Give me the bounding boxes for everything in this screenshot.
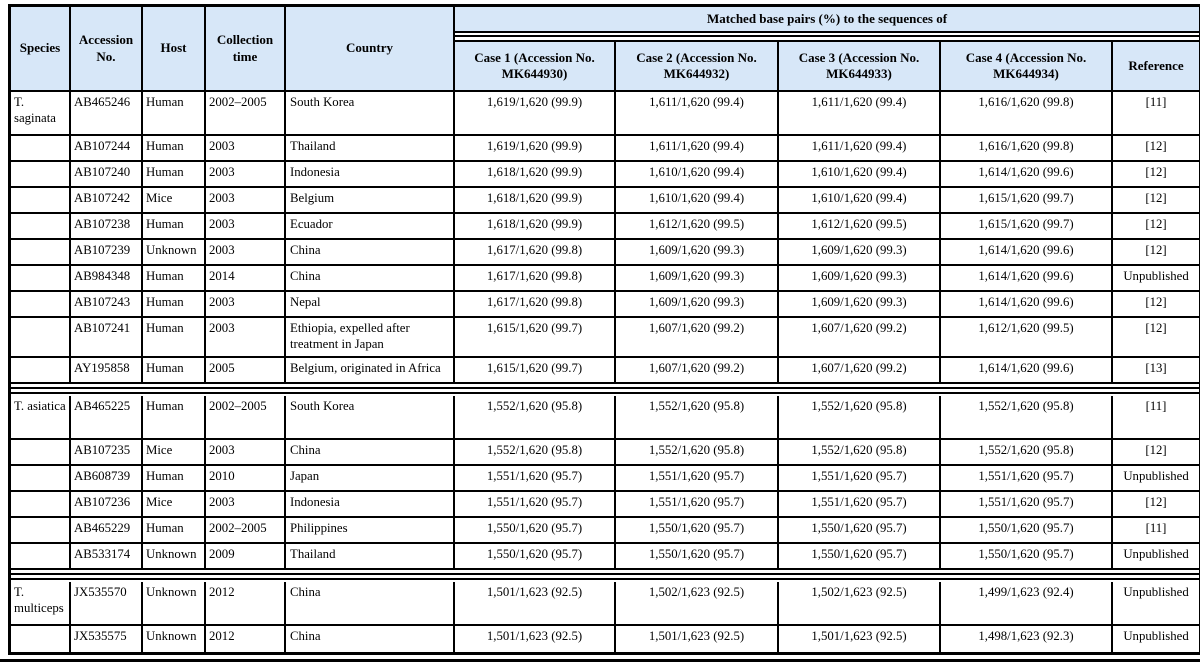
case-value-cell: 1,607/1,620 (99.2) (616, 358, 779, 384)
reference-cell: [12] (1113, 240, 1199, 266)
collection-time-cell: 2003 (206, 292, 286, 318)
reference-cell: [12] (1113, 136, 1199, 162)
host-cell: Human (143, 136, 206, 162)
accession-cell: JX535575 (71, 626, 143, 652)
table-row (11, 92, 1199, 136)
case-value-cell: 1,617/1,620 (99.8) (455, 240, 616, 266)
table-row (11, 358, 1199, 384)
case-value-cell: 1,551/1,620 (95.7) (941, 466, 1113, 492)
table-header (11, 7, 1199, 92)
case-value-cell: 1,552/1,620 (95.8) (779, 396, 941, 440)
case-value-cell: 1,610/1,620 (99.4) (779, 162, 941, 188)
accession-cell: AB465225 (71, 396, 143, 440)
case-value-cell: 1,614/1,620 (99.6) (941, 358, 1113, 384)
country-cell: Japan (286, 466, 455, 492)
table-row (11, 318, 1199, 358)
sequence-comparison-table (8, 4, 1200, 655)
case-value-cell: 1,501/1,623 (92.5) (616, 626, 779, 652)
reference-cell: [12] (1113, 292, 1199, 318)
case-value-cell: 1,618/1,620 (99.9) (455, 162, 616, 188)
reference-cell: Unpublished (1113, 266, 1199, 292)
case-value-cell: 1,616/1,620 (99.8) (941, 92, 1113, 136)
collection-time-cell: 2003 (206, 318, 286, 358)
case-value-cell: 1,607/1,620 (99.2) (779, 358, 941, 384)
collection-time-cell: 2009 (206, 544, 286, 570)
case-value-cell: 1,618/1,620 (99.9) (455, 188, 616, 214)
case-value-cell: 1,551/1,620 (95.7) (779, 492, 941, 518)
header-species: Species (11, 7, 71, 92)
double-rule-line (455, 35, 1199, 42)
case-value-cell: 1,551/1,620 (95.7) (616, 466, 779, 492)
collection-time-cell: 2002–2005 (206, 92, 286, 136)
double-rule-line (11, 387, 1199, 394)
case-value-cell: 1,552/1,620 (95.8) (455, 396, 616, 440)
group-double-rule (11, 384, 1199, 396)
host-cell: Mice (143, 188, 206, 214)
header-reference: Reference (1113, 42, 1199, 92)
case-value-cell: 1,551/1,620 (95.7) (455, 492, 616, 518)
case-value-cell: 1,612/1,620 (99.5) (616, 214, 779, 240)
case-value-cell: 1,609/1,620 (99.3) (616, 292, 779, 318)
header-collection-time: Collection time (206, 7, 286, 92)
country-cell: Indonesia (286, 492, 455, 518)
collection-time-cell: 2003 (206, 162, 286, 188)
case-value-cell: 1,614/1,620 (99.6) (941, 162, 1113, 188)
species-cell: T. saginata (11, 92, 71, 136)
case-value-cell: 1,607/1,620 (99.2) (779, 318, 941, 358)
case-value-cell: 1,550/1,620 (95.7) (779, 544, 941, 570)
case-value-cell: 1,619/1,620 (99.9) (455, 92, 616, 136)
header-country: Country (286, 7, 455, 92)
country-cell: China (286, 582, 455, 626)
case-value-cell: 1,502/1,623 (92.5) (779, 582, 941, 626)
country-cell: China (286, 240, 455, 266)
case-value-cell: 1,610/1,620 (99.4) (779, 188, 941, 214)
country-cell: China (286, 626, 455, 652)
case-value-cell: 1,550/1,620 (95.7) (455, 544, 616, 570)
case-value-cell: 1,615/1,620 (99.7) (941, 214, 1113, 240)
case-value-cell: 1,609/1,620 (99.3) (616, 240, 779, 266)
accession-cell: AB107236 (71, 492, 143, 518)
header-case-1: Case 1 (Accession No. MK644930) (455, 42, 616, 92)
table-row (11, 266, 1199, 292)
table-row (11, 162, 1199, 188)
host-cell: Human (143, 214, 206, 240)
table-row (11, 440, 1199, 466)
case-value-cell: 1,552/1,620 (95.8) (455, 440, 616, 466)
table-row (11, 240, 1199, 266)
header-host: Host (143, 7, 206, 92)
accession-cell: AB107243 (71, 292, 143, 318)
species-cell (11, 492, 71, 518)
case-value-cell: 1,501/1,623 (92.5) (455, 582, 616, 626)
species-cell (11, 544, 71, 570)
table-row (11, 188, 1199, 214)
host-cell: Human (143, 318, 206, 358)
reference-cell: [11] (1113, 92, 1199, 136)
case-value-cell: 1,552/1,620 (95.8) (941, 396, 1113, 440)
table-row (11, 466, 1199, 492)
case-value-cell: 1,611/1,620 (99.4) (616, 92, 779, 136)
group-separator (11, 384, 1199, 396)
species-cell (11, 518, 71, 544)
table-row (11, 214, 1199, 240)
reference-cell: [11] (1113, 518, 1199, 544)
case-value-cell: 1,551/1,620 (95.7) (455, 466, 616, 492)
header-case-2: Case 2 (Accession No. MK644932) (616, 42, 779, 92)
case-value-cell: 1,550/1,620 (95.7) (779, 518, 941, 544)
table-row (11, 292, 1199, 318)
host-cell: Unknown (143, 240, 206, 266)
case-value-cell: 1,618/1,620 (99.9) (455, 214, 616, 240)
case-value-cell: 1,610/1,620 (99.4) (616, 188, 779, 214)
case-value-cell: 1,551/1,620 (95.7) (616, 492, 779, 518)
group-double-rule (11, 570, 1199, 582)
collection-time-cell: 2005 (206, 358, 286, 384)
case-value-cell: 1,550/1,620 (95.7) (616, 544, 779, 570)
table-row (11, 396, 1199, 440)
case-value-cell: 1,609/1,620 (99.3) (616, 266, 779, 292)
table-row (11, 626, 1199, 652)
species-cell (11, 358, 71, 384)
host-cell: Unknown (143, 626, 206, 652)
case-value-cell: 1,615/1,620 (99.7) (455, 358, 616, 384)
case-value-cell: 1,614/1,620 (99.6) (941, 292, 1113, 318)
header-case-4: Case 4 (Accession No. MK644934) (941, 42, 1113, 92)
accession-cell: AB107242 (71, 188, 143, 214)
host-cell: Human (143, 162, 206, 188)
case-value-cell: 1,552/1,620 (95.8) (779, 440, 941, 466)
case-value-cell: 1,615/1,620 (99.7) (455, 318, 616, 358)
case-value-cell: 1,550/1,620 (95.7) (941, 544, 1113, 570)
case-value-cell: 1,614/1,620 (99.6) (941, 266, 1113, 292)
table-row (11, 492, 1199, 518)
case-value-cell: 1,550/1,620 (95.7) (616, 518, 779, 544)
table-row (11, 518, 1199, 544)
species-cell (11, 214, 71, 240)
reference-cell: [12] (1113, 188, 1199, 214)
case-value-cell: 1,612/1,620 (99.5) (941, 318, 1113, 358)
case-value-cell: 1,551/1,620 (95.7) (779, 466, 941, 492)
country-cell: Belgium, originated in Africa (286, 358, 455, 384)
reference-cell: [12] (1113, 440, 1199, 466)
host-cell: Human (143, 466, 206, 492)
case-value-cell: 1,609/1,620 (99.3) (779, 266, 941, 292)
species-cell (11, 440, 71, 466)
species-cell (11, 266, 71, 292)
double-rule-line (11, 573, 1199, 580)
case-value-cell: 1,611/1,620 (99.4) (779, 92, 941, 136)
collection-time-cell: 2003 (206, 240, 286, 266)
country-cell: Nepal (286, 292, 455, 318)
case-value-cell: 1,609/1,620 (99.3) (779, 292, 941, 318)
accession-cell: AB465246 (71, 92, 143, 136)
accession-cell: AB107244 (71, 136, 143, 162)
header-accession: Accession No. (71, 7, 143, 92)
species-cell (11, 188, 71, 214)
table-row (11, 136, 1199, 162)
accession-cell: AB107238 (71, 214, 143, 240)
host-cell: Human (143, 396, 206, 440)
species-cell (11, 136, 71, 162)
country-cell: Ecuador (286, 214, 455, 240)
bottom-rule (0, 659, 1200, 662)
table-body (11, 92, 1199, 652)
host-cell: Unknown (143, 582, 206, 626)
host-cell: Human (143, 292, 206, 318)
case-value-cell: 1,501/1,623 (92.5) (455, 626, 616, 652)
reference-cell: Unpublished (1113, 582, 1199, 626)
header-row-span (11, 7, 1199, 33)
country-cell: South Korea (286, 396, 455, 440)
reference-cell: [12] (1113, 162, 1199, 188)
country-cell: Belgium (286, 188, 455, 214)
case-value-cell: 1,551/1,620 (95.7) (941, 492, 1113, 518)
reference-cell: Unpublished (1113, 626, 1199, 652)
accession-cell: AB608739 (71, 466, 143, 492)
case-value-cell: 1,617/1,620 (99.8) (455, 292, 616, 318)
reference-cell: Unpublished (1113, 544, 1199, 570)
collection-time-cell: 2014 (206, 266, 286, 292)
collection-time-cell: 2003 (206, 492, 286, 518)
collection-time-cell: 2003 (206, 188, 286, 214)
header-double-rule (455, 33, 1199, 42)
country-cell: China (286, 440, 455, 466)
accession-cell: AB533174 (71, 544, 143, 570)
reference-cell: [11] (1113, 396, 1199, 440)
country-cell: China (286, 266, 455, 292)
country-cell: South Korea (286, 92, 455, 136)
collection-time-cell: 2003 (206, 440, 286, 466)
species-cell (11, 466, 71, 492)
accession-cell: AB107239 (71, 240, 143, 266)
case-value-cell: 1,552/1,620 (95.8) (941, 440, 1113, 466)
case-value-cell: 1,619/1,620 (99.9) (455, 136, 616, 162)
country-cell: Indonesia (286, 162, 455, 188)
host-cell: Human (143, 266, 206, 292)
case-value-cell: 1,610/1,620 (99.4) (616, 162, 779, 188)
species-cell (11, 162, 71, 188)
host-cell: Human (143, 518, 206, 544)
accession-cell: AB984348 (71, 266, 143, 292)
host-cell: Human (143, 358, 206, 384)
accession-cell: AB107235 (71, 440, 143, 466)
species-cell: T. multiceps (11, 582, 71, 626)
case-value-cell: 1,502/1,623 (92.5) (616, 582, 779, 626)
header-case-3: Case 3 (Accession No. MK644933) (779, 42, 941, 92)
case-value-cell: 1,550/1,620 (95.7) (941, 518, 1113, 544)
case-value-cell: 1,612/1,620 (99.5) (779, 214, 941, 240)
table-row (11, 544, 1199, 570)
case-value-cell: 1,616/1,620 (99.8) (941, 136, 1113, 162)
collection-time-cell: 2012 (206, 582, 286, 626)
accession-cell: AB107241 (71, 318, 143, 358)
reference-cell: [12] (1113, 318, 1199, 358)
country-cell: Thailand (286, 136, 455, 162)
case-value-cell: 1,499/1,623 (92.4) (941, 582, 1113, 626)
reference-cell: [13] (1113, 358, 1199, 384)
host-cell: Mice (143, 440, 206, 466)
case-value-cell: 1,609/1,620 (99.3) (779, 240, 941, 266)
header-matched-span: Matched base pairs (%) to the sequences of (455, 7, 1199, 33)
case-value-cell: 1,607/1,620 (99.2) (616, 318, 779, 358)
species-cell: T. asiatica (11, 396, 71, 440)
case-value-cell: 1,552/1,620 (95.8) (616, 396, 779, 440)
accession-cell: JX535570 (71, 582, 143, 626)
case-value-cell: 1,611/1,620 (99.4) (779, 136, 941, 162)
collection-time-cell: 2003 (206, 136, 286, 162)
collection-time-cell: 2010 (206, 466, 286, 492)
collection-time-cell: 2002–2005 (206, 396, 286, 440)
case-value-cell: 1,498/1,623 (92.3) (941, 626, 1113, 652)
case-value-cell: 1,552/1,620 (95.8) (616, 440, 779, 466)
species-cell (11, 292, 71, 318)
table-row (11, 582, 1199, 626)
accession-cell: AY195858 (71, 358, 143, 384)
case-value-cell: 1,501/1,623 (92.5) (779, 626, 941, 652)
group-separator (11, 570, 1199, 582)
case-value-cell: 1,615/1,620 (99.7) (941, 188, 1113, 214)
collection-time-cell: 2002–2005 (206, 518, 286, 544)
reference-cell: [12] (1113, 492, 1199, 518)
country-cell: Ethiopia, expelled after treatment in Japan (286, 318, 455, 358)
host-cell: Human (143, 92, 206, 136)
collection-time-cell: 2012 (206, 626, 286, 652)
species-cell (11, 318, 71, 358)
accession-cell: AB107240 (71, 162, 143, 188)
case-value-cell: 1,617/1,620 (99.8) (455, 266, 616, 292)
reference-cell: Unpublished (1113, 466, 1199, 492)
case-value-cell: 1,550/1,620 (95.7) (455, 518, 616, 544)
collection-time-cell: 2003 (206, 214, 286, 240)
case-value-cell: 1,614/1,620 (99.6) (941, 240, 1113, 266)
case-value-cell: 1,611/1,620 (99.4) (616, 136, 779, 162)
reference-cell: [12] (1113, 214, 1199, 240)
country-cell: Thailand (286, 544, 455, 570)
country-cell: Philippines (286, 518, 455, 544)
host-cell: Mice (143, 492, 206, 518)
species-cell (11, 626, 71, 652)
species-cell (11, 240, 71, 266)
accession-cell: AB465229 (71, 518, 143, 544)
host-cell: Unknown (143, 544, 206, 570)
